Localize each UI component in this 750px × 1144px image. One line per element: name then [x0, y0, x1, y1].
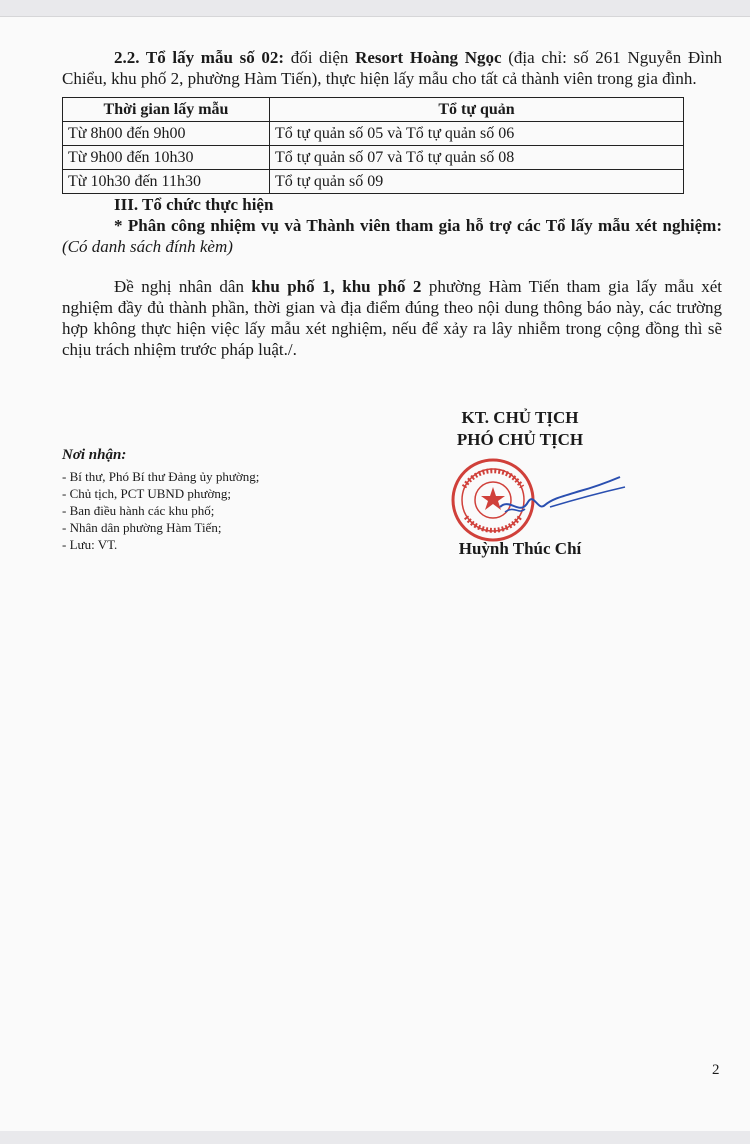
signature-line-1: KT. CHỦ TỊCH: [461, 408, 579, 427]
table-cell-group: Tổ tự quản số 07 và Tổ tự quản số 08: [270, 146, 684, 170]
signer-name: Huỳnh Thúc Chí: [458, 539, 582, 558]
request-part1: Đề nghị nhân dân: [114, 277, 252, 296]
recipient-item: - Ban điều hành các khu phố;: [62, 503, 215, 518]
assignment-bold: * Phân công nhiệm vụ và Thành viên tham gia hỗ trợ các Tổ lấy mẫu xét nghiệm:: [114, 216, 722, 235]
section-2-2-text-b: (địa chỉ: số 261 Nguyễn Đình Chiểu, khu phố 2, phường Hàm Tiến), thực hiện lấy mẫu cho tất cả thành viên trong gia đình.: [62, 48, 722, 88]
table-header-time: Thời gian lấy mẫu: [63, 98, 270, 122]
section-3-heading: III. Tổ chức thực hiện: [114, 195, 274, 214]
resort-name: Resort Hoàng Ngọc: [355, 48, 502, 67]
section-2-2-paragraph: [62, 47, 722, 89]
table-row: [63, 122, 684, 146]
recipient-item: - Lưu: VT.: [62, 537, 118, 552]
request-paragraph: [62, 276, 722, 360]
signature-title-block: [420, 407, 620, 451]
recipient-item: - Chủ tịch, PCT UBND phường;: [62, 486, 231, 501]
section-2-2-text-a: đối diện: [284, 48, 356, 67]
table-row: [63, 146, 684, 170]
table-cell-time: Từ 10h30 đến 11h30: [63, 170, 270, 194]
recipient-item: - Bí thư, Phó Bí thư Đảng ủy phường;: [62, 469, 260, 484]
table-cell-group: Tổ tự quản số 09: [270, 170, 684, 194]
recipient-item: - Nhân dân phường Hàm Tiến;: [62, 520, 222, 535]
request-part2: phường Hàm Tiến tham gia lấy mẫu xét nghiệm đầy đủ thành phần, thời gian và địa điểm đúng theo nội dung thông báo này, các trường hợp không thực hiện việc lấy mẫu xét nghiệm, nếu để xảy ra lây nhiễm trong cộng đồng thì sẽ chịu trách nhiệm trước pháp luật./.: [62, 277, 722, 359]
table-row: [63, 170, 684, 194]
sampling-schedule-table: [62, 97, 684, 194]
table-header-group: Tổ tự quản: [270, 98, 684, 122]
recipients-block: [62, 447, 422, 553]
document-page: [0, 16, 750, 1131]
table-cell-time: Từ 8h00 đến 9h00: [63, 122, 270, 146]
signature-line-2: PHÓ CHỦ TỊCH: [456, 430, 584, 449]
table-header-row: [63, 98, 684, 122]
assignment-paragraph: [62, 215, 722, 257]
table-cell-group: Tổ tự quản số 05 và Tổ tự quản số 06: [270, 122, 684, 146]
document-body: [62, 47, 722, 360]
table-cell-time: Từ 9h00 đến 10h30: [63, 146, 270, 170]
assignment-italic: (Có danh sách đính kèm): [62, 237, 233, 256]
section-2-2-label: 2.2. Tổ lấy mẫu số 02:: [114, 48, 285, 67]
recipients-title: Nơi nhận:: [62, 447, 127, 463]
page-number: 2: [712, 1062, 720, 1078]
request-bold: khu phố 1, khu phố 2: [251, 277, 422, 296]
handwritten-signature-icon: [490, 467, 630, 527]
